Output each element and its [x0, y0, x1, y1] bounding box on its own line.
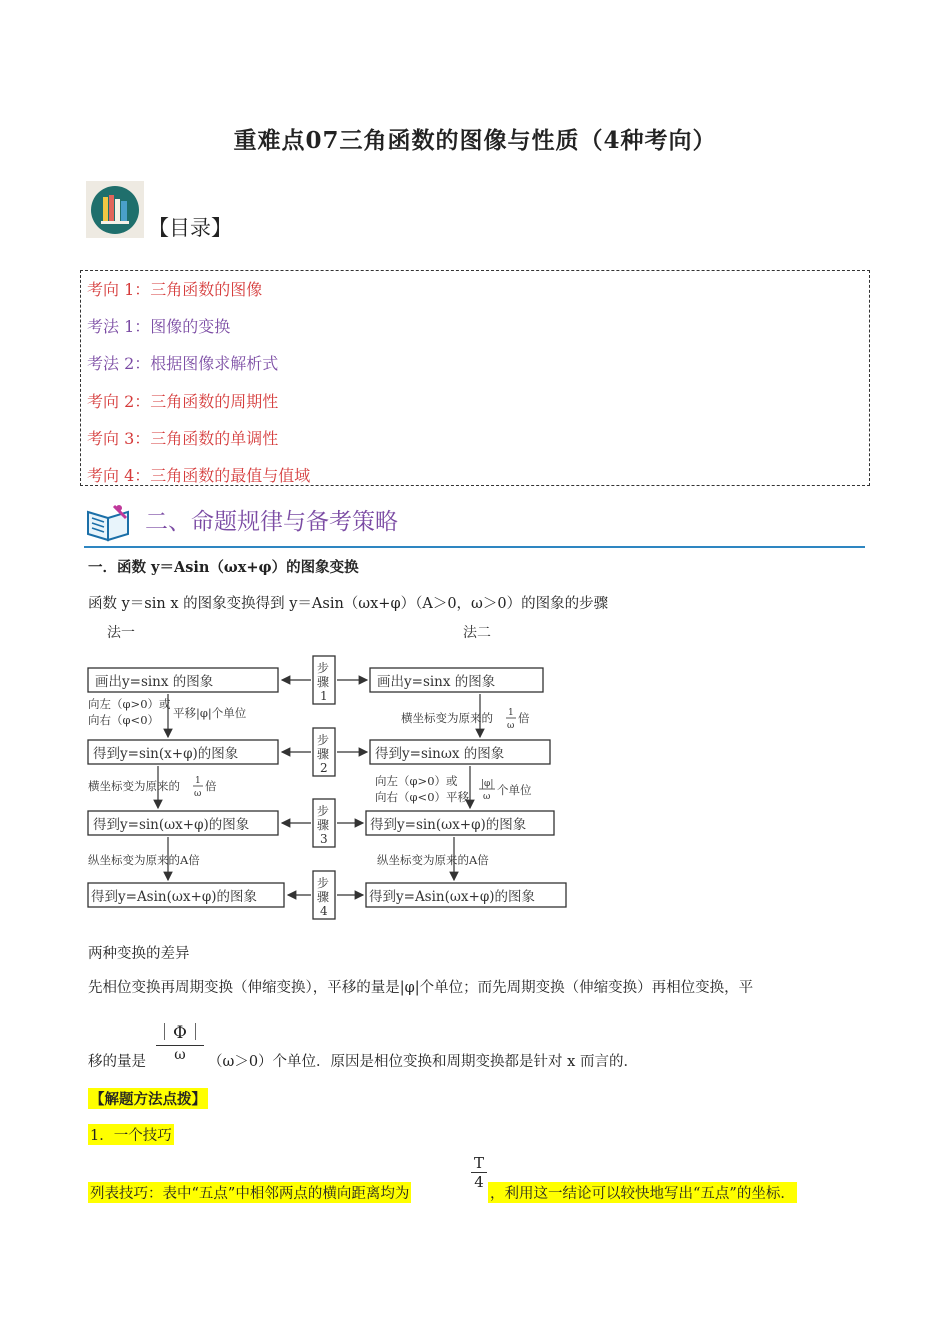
- svg-text:画出y=sinx 的图象: 画出y=sinx 的图象: [377, 674, 496, 690]
- svg-text:骤: 骤: [317, 818, 330, 832]
- toc-item[interactable]: 考向 2：三角函数的周期性: [87, 392, 279, 411]
- svg-text:得到y=Asin(ωx+φ)的图象: 得到y=Asin(ωx+φ)的图象: [91, 889, 258, 905]
- svg-text:得到y=sinωx 的图象: 得到y=sinωx 的图象: [375, 746, 505, 762]
- right-box-1: [370, 668, 543, 692]
- diff-line-2-start: 移的量是: [88, 1054, 146, 1070]
- diff-heading: 两种变换的差异: [88, 946, 190, 962]
- phi-over-omega-fraction: [156, 1018, 204, 1064]
- step-box-1: [313, 656, 335, 704]
- right-note: 倍: [518, 711, 530, 725]
- right-note: 个单位: [497, 783, 532, 797]
- transform-flowchart: [85, 620, 575, 920]
- svg-text:步: 步: [317, 661, 330, 675]
- svg-text:4: 4: [320, 904, 328, 918]
- t-over-4-fraction: [471, 1154, 487, 1191]
- right-note: 向左（φ>0）或: [375, 774, 458, 788]
- diff-line-1: 先相位变换再周期变换（伸缩变换），平移的量是|φ|个单位；而先周期变换（伸缩变换）再相位变换，平: [88, 980, 754, 996]
- right-note: 横坐标变为原来的: [401, 711, 493, 725]
- svg-text:骤: 骤: [317, 890, 330, 904]
- step-box-3: [313, 799, 335, 847]
- svg-text:步: 步: [317, 804, 330, 818]
- step-box-4: [313, 871, 335, 919]
- left-box-4: [88, 883, 284, 907]
- method2-label: 法二: [463, 625, 491, 641]
- fraction-denominator: 4: [474, 1173, 484, 1191]
- tip-text-start: 列表技巧：表中“五点”中相邻两点的横向距离均为: [88, 1182, 411, 1203]
- svg-text:骤: 骤: [317, 675, 330, 689]
- book-logo-icon: [86, 181, 144, 238]
- frac-one: 1: [508, 708, 514, 718]
- left-box-2: [88, 740, 278, 764]
- left-note: 纵坐标变为原来的A倍: [88, 853, 200, 867]
- svg-text:得到y=sin(x+φ)的图象: 得到y=sin(x+φ)的图象: [93, 746, 239, 762]
- svg-text:3: 3: [320, 832, 328, 846]
- svg-text:步: 步: [317, 876, 330, 890]
- right-note: 向右（φ<0）平移: [375, 790, 470, 804]
- svg-text:骤: 骤: [317, 747, 330, 761]
- intro-text: 函数 y＝sin x 的图象变换得到 y＝Asin（ωx+φ）（A＞0，ω＞0）的图象的步骤: [88, 596, 609, 612]
- svg-text:得到y=sin(ωx+φ)的图象: 得到y=sin(ωx+φ)的图象: [93, 817, 250, 833]
- toc-item[interactable]: 考法 2：根据图像求解析式: [87, 354, 279, 373]
- left-note: 倍: [205, 779, 217, 793]
- left-note: 向左（φ>0）或: [88, 697, 171, 711]
- fraction-numerator: ｜Φ｜: [156, 1018, 204, 1046]
- toc-item[interactable]: 考向 4：三角函数的最值与值域: [87, 466, 311, 485]
- toc-heading: 【目录】: [148, 216, 232, 240]
- frac-one: 1: [195, 776, 201, 786]
- section-divider: [84, 546, 865, 548]
- svg-text:得到y=sin(ωx+φ)的图象: 得到y=sin(ωx+φ)的图象: [370, 817, 527, 833]
- page-title: 重难点07三角函数的图像与性质（4种考向）: [233, 127, 717, 154]
- method1-label: 法一: [107, 625, 135, 641]
- step-arrows: [282, 680, 367, 895]
- frac-omega: ω: [483, 792, 491, 802]
- svg-text:2: 2: [320, 761, 328, 775]
- subsection-heading: 一．函数 y＝Asin（ωx+φ）的图象变换: [88, 559, 359, 576]
- left-note: 向右（φ<0）: [88, 713, 160, 727]
- toc-item[interactable]: 考向 3：三角函数的单调性: [87, 429, 279, 448]
- right-note: 纵坐标变为原来的A倍: [377, 853, 489, 867]
- diff-line-2-end: （ω＞0）个单位．原因是相位变换和周期变换都是针对 x 而言的．: [208, 1054, 638, 1070]
- toc-item[interactable]: 考向 1：三角函数的图像: [87, 280, 263, 299]
- toc-item[interactable]: 考法 1：图像的变换: [87, 317, 231, 336]
- left-box-3: [88, 811, 278, 835]
- right-box-2: [370, 740, 550, 764]
- tip-heading: 【解题方法点拨】: [88, 1088, 208, 1109]
- left-box-1: [88, 668, 278, 692]
- svg-text:画出y=sinx 的图象: 画出y=sinx 的图象: [95, 674, 214, 690]
- frac-omega: ω: [507, 721, 515, 731]
- left-note: 横坐标变为原来的: [88, 779, 180, 793]
- tip-text-end: ，利用这一结论可以较快地写出“五点”的坐标．: [488, 1182, 797, 1203]
- frac-omega: ω: [194, 789, 202, 799]
- right-box-4: [366, 883, 566, 907]
- right-box-3: [366, 811, 554, 835]
- svg-text:步: 步: [317, 733, 330, 747]
- svg-text:得到y=Asin(ωx+φ)的图象: 得到y=Asin(ωx+φ)的图象: [369, 889, 536, 905]
- section-title: 二、命题规律与备考策略: [145, 509, 398, 535]
- left-note: 平移|φ|个单位: [173, 706, 247, 720]
- frac-phi: |φ|: [481, 779, 494, 789]
- fraction-denominator: ω: [174, 1047, 186, 1063]
- toc-box: [80, 270, 870, 486]
- fraction-numerator: T: [471, 1154, 487, 1173]
- tip-item: 1．一个技巧: [88, 1124, 174, 1145]
- open-book-icon: [84, 500, 134, 544]
- svg-text:1: 1: [320, 689, 328, 703]
- step-box-2: [313, 728, 335, 776]
